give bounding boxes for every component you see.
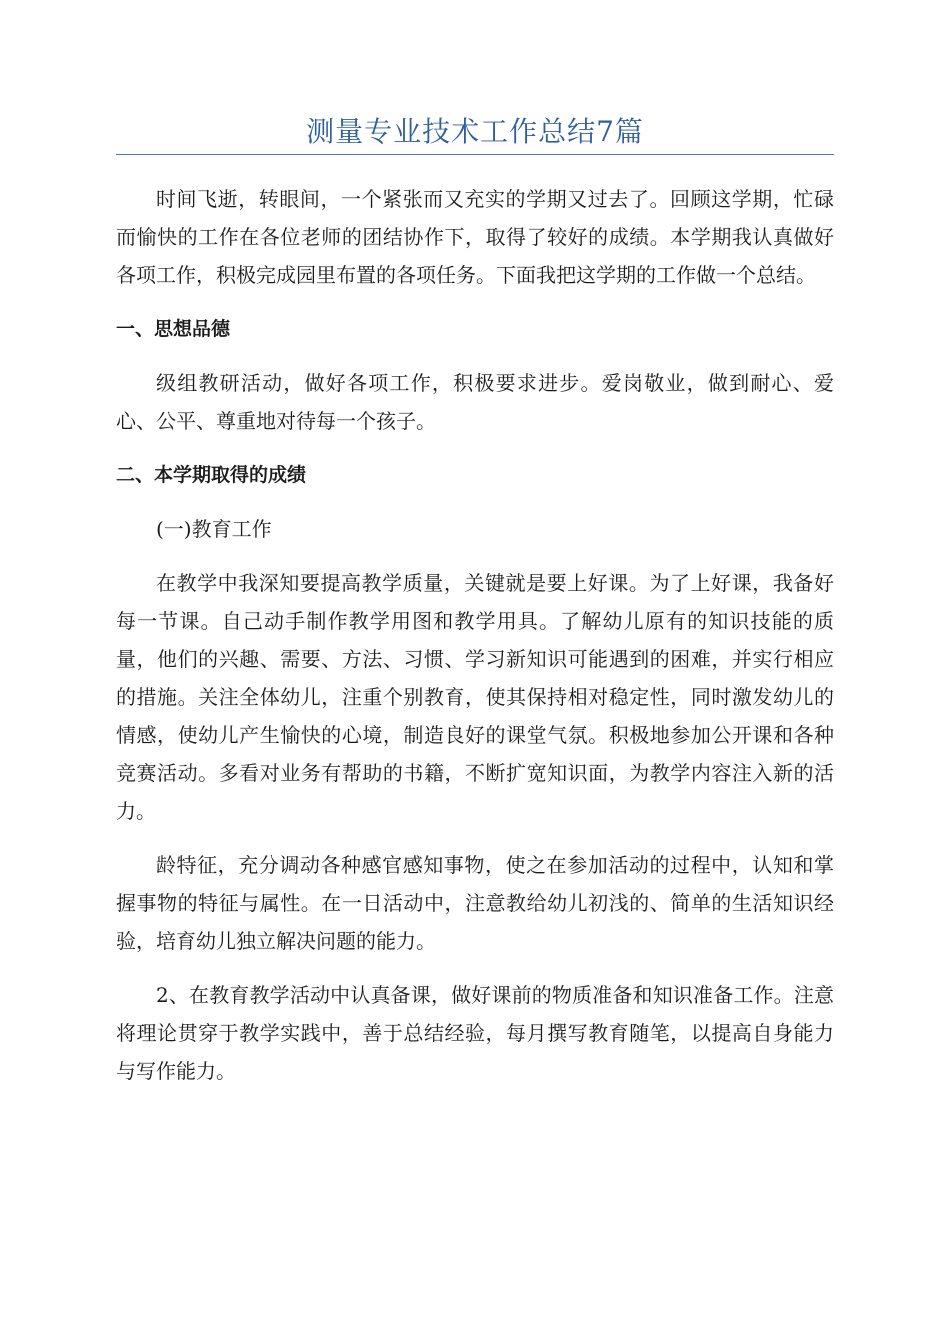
intro-paragraph: 时间飞逝，转眼间，一个紧张而又充实的学期又过去了。回顾这学期，忙碌而愉快的工作在各位老师的团结协作下，取得了较好的成绩。本学期我认真做好各项工作，积极完成园里布置的各项任务。下面我把这学期的工作做一个总结。 bbox=[116, 187, 834, 287]
subheading-education-work: (一)教育工作 bbox=[156, 517, 272, 541]
education-paragraph-2: 龄特征，充分调动各种感官感知事物，使之在参加活动的过程中，认知和掌握事物的特征与属性。在一日活动中，注意教给幼儿初浅的、简单的生活知识经验，培育幼儿独立解决问题的能力。 bbox=[116, 853, 834, 953]
section-heading-achievements: 二、本学期取得的成绩 bbox=[116, 464, 307, 486]
title-underline bbox=[116, 154, 834, 155]
morality-paragraph: 级组教研活动，做好各项工作，积极要求进步。爱岗敬业，做到耐心、爱心、公平、尊重地对待每一个孩子。 bbox=[116, 371, 834, 433]
education-paragraph-3: 2、在教育教学活动中认真备课，做好课前的物质准备和知识准备工作。注意将理论贯穿于教学实践中，善于总结经验，每月撰写教育随笔，以提高自身能力与写作能力。 bbox=[116, 983, 834, 1083]
education-paragraph-1: 在教学中我深知要提高教学质量，关键就是要上好课。为了上好课，我备好每一节课。自己动手制作教学用图和教学用具。了解幼儿原有的知识技能的质量，他们的兴趣、需要、方法、习惯、学习新知识可能遇到的困难，并实行相应的措施。关注全体幼儿，注重个别教育，使其保持相对稳定性，同时激发幼儿的情感，使幼儿产生愉快的心境，制造良好的课堂气氛。积极地参加公开课和各种竞赛活动。多看对业务有帮助的书籍，不断扩宽知识面，为教学内容注入新的活力。 bbox=[116, 571, 834, 823]
document-page bbox=[116, 0, 834, 1090]
document-title: 测量专业技术工作总结7篇 bbox=[306, 115, 644, 148]
section-heading-morality: 一、思想品德 bbox=[116, 318, 231, 340]
